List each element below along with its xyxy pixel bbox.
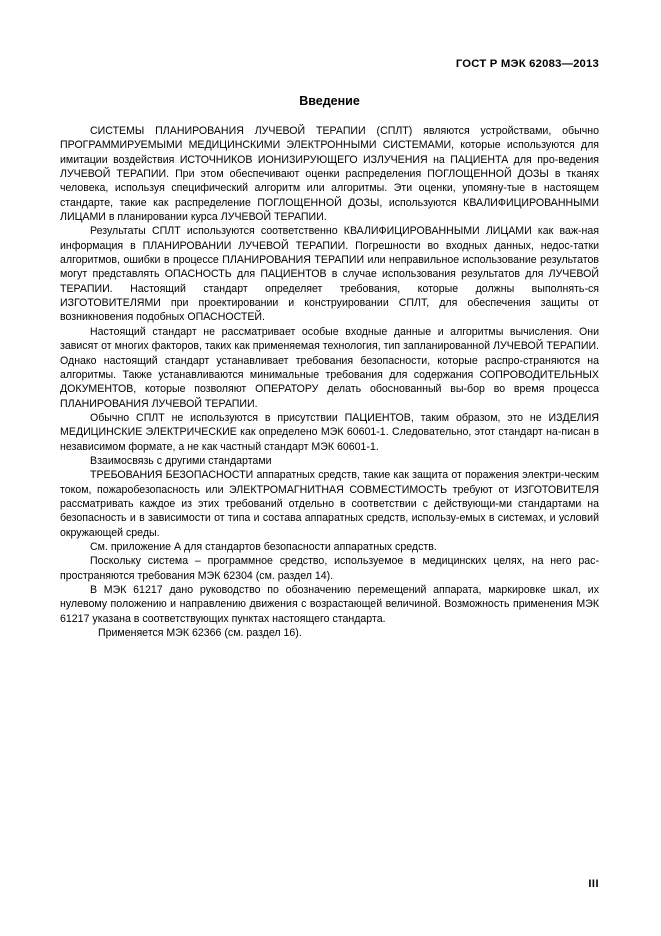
paragraph-2: Результаты СПЛТ используются соответственно КВАЛИФИЦИРОВАННЫМИ ЛИЦАМИ как важ-ная информация в ПЛАНИРОВАНИИ ЛУЧЕВОЙ ТЕРАПИИ. Погрешности во входных данных, недос-татки алгоритмов, ошибки в процессе ПЛАНИРОВАНИЯ ТЕРАПИИ или неправильное использование результатов могут представлять ОПАСНОСТЬ для ПАЦИЕНТОВ в случае использования результатов для ЛУЧЕВОЙ ТЕРАПИИ. Настоящий стандарт определяет требования, которые должны выполнять-ся ИЗГОТОВИТЕЛЯМИ при проектировании и конструировании СПЛТ, для обеспечения защиты от возникновения подобных ОПАСНОСТЕЙ.	[60, 225, 599, 324]
page-title: Введение	[299, 94, 360, 108]
paragraph-8: Поскольку система – программное средство, используемое в медицинских целях, на него рас-пространяются требования МЭК 62304 (см. раздел 14).	[60, 555, 599, 582]
paragraph-10: Применяется МЭК 62366 (см. раздел 16).	[98, 627, 302, 640]
paragraph-4: Обычно СПЛТ не используются в присутствии ПАЦИЕНТОВ, таким образом, это не ИЗДЕЛИЯ МЕДИЦИНСКИЕ ЭЛЕКТРИЧЕСКИЕ как определено МЭК 60601-1. Следовательно, этот стандарт на-писан в независимом формате, а не как частный стандарт МЭК 60601-1.	[60, 411, 599, 453]
paragraph-9: В МЭК 61217 дано руководство по обозначению перемещений аппарата, маркировке шкал, их нулевому положению и направлению движения с возрастающей величиной. Возможность применения МЭК 61217 указана в соответствующих пунктах настоящего стандарта.	[60, 584, 599, 625]
page-number: III	[588, 878, 599, 890]
paragraph-7: См. приложение А для стандартов безопасности аппаратных средств.	[90, 540, 437, 553]
body-text	[60, 124, 599, 640]
paragraph-5: Взаимосвязь с другими стандартами	[90, 454, 272, 467]
paragraph-6: ТРЕБОВАНИЯ БЕЗОПАСНОСТИ аппаратных средств, такие как защита от поражения электри-ческим током, пожаробезопасность или ЭЛЕКТРОМАГНИТНАЯ СОВМЕСТИМОСТЬ требуют от ИЗГОТОВИТЕЛЯ рассматривать каждое из этих требований отдельно в соответствии с действующи-ми стандартами на безопасность и в зависимости от типа и состава аппаратных средств, использу-емых в системах, и условий окружающей среды.	[60, 469, 599, 539]
paragraph-1: СИСТЕМЫ ПЛАНИРОВАНИЯ ЛУЧЕВОЙ ТЕРАПИИ (СПЛТ) являются устройствами, обычно ПРОГРАММИРУЕМЫМИ МЕДИЦИНСКИМИ ЭЛЕКТРОННЫМИ СИСТЕМАМИ, которые используются для имитации воздействия ИСТОЧНИКОВ ИОНИЗИРУЮЩЕГО ИЗЛУЧЕНИЯ на ПАЦИЕНТА для про-ведения ЛУЧЕВОЙ ТЕРАПИИ. При этом обеспечивают оценки распределения ПОГЛОЩЕННОЙ ДОЗЫ в тканях человека, используя специфический алгоритм или алгоритмы. Эти оценки, упомяну-тые в настоящем стандарте, такие как распределение ПОГЛОЩЕННОЙ ДОЗЫ, используются КВАЛИФИЦИРОВАННЫМИ ЛИЦАМИ в планировании курса ЛУЧЕВОЙ ТЕРАПИИ.	[60, 125, 599, 224]
standard-code-header: ГОСТ Р МЭК 62083—2013	[455, 58, 599, 70]
paragraph-3: Настоящий стандарт не рассматривает особые входные данные и алгоритмы вычисления. Они зависят от многих факторов, таких как применяемая технология, тип запланированной ЛУЧЕВОЙ ТЕРАПИИ. Однако настоящий стандарт устанавливает требования безопасности, которые распро-страняются на алгоритмы. Также устанавливаются минимальные требования для содержания СОПРОВОДИТЕЛЬНЫХ ДОКУМЕНТОВ, которые позволяют ОПЕРАТОРУ делать обоснованный вы-бор во время процесса ПЛАНИРОВАНИЯ ЛУЧЕВОЙ ТЕРАПИИ.	[60, 325, 599, 410]
